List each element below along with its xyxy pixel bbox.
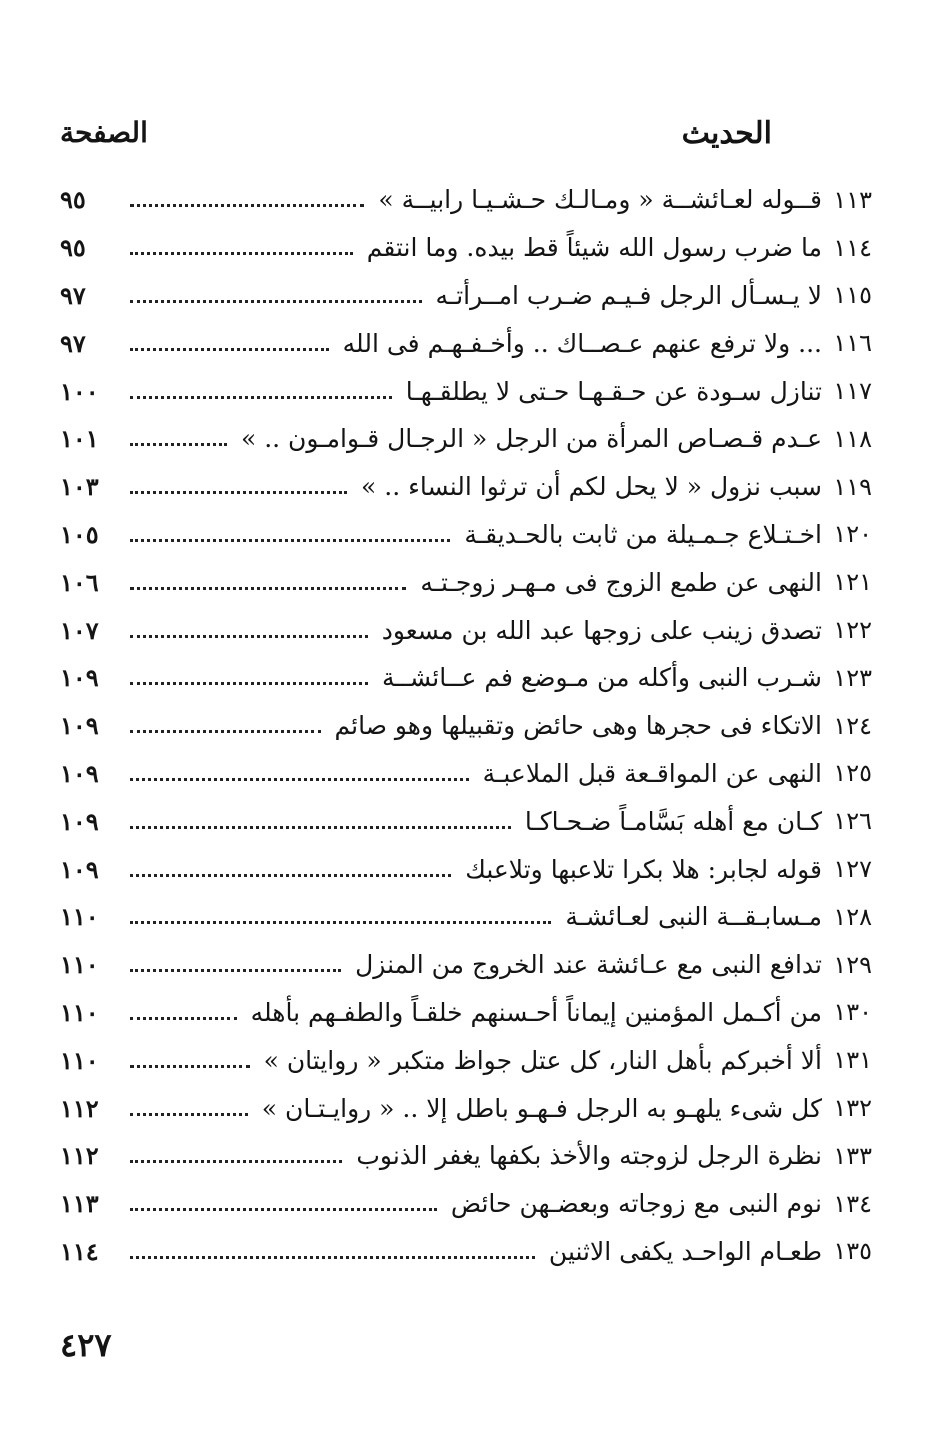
toc-entry: [60, 941, 872, 989]
entry-title: تصدق زينب على زوجها عبد الله بن مسعود: [381, 615, 822, 645]
entry-title: ألا أخبركم بأهل النار، كل عتل جواظ متكبر « روايتان »: [263, 1045, 822, 1075]
entry-title: ما ضرب رسول الله شيئاً قط بيده. وما انتقم: [366, 233, 822, 263]
entry-page-number: ١٠٩: [60, 711, 99, 741]
entry-number: ١١٨: [833, 424, 872, 453]
entry-title: تدافع النبى مع عـائشة عند الخروج من المنزل: [355, 950, 822, 980]
entry-page-number: ٩٧: [60, 280, 86, 310]
entry-title: نظرة الرجل لزوجته والأخذ بكفها يغفر الذنوب: [356, 1141, 822, 1171]
entry-title: قوله لجابر: هلا بكرا تلاعبها وتلاعبك: [465, 854, 822, 884]
entry-number: ١١٤: [833, 233, 872, 262]
entry-title: النهى عن المواقـعة قبل الملاعبـة: [482, 758, 822, 788]
entry-number: ١٢١: [833, 568, 872, 597]
entry-number: ١٢٨: [833, 902, 872, 931]
entry-page-number: ١١٠: [60, 950, 99, 980]
page-column-heading: الصفحة: [60, 116, 148, 149]
entry-page-number: ١١٠: [60, 997, 99, 1027]
toc-entry: [60, 319, 872, 367]
entry-number: ١٣٣: [833, 1141, 872, 1170]
dot-leader: [130, 826, 511, 829]
dot-leader: [130, 1017, 237, 1020]
dot-leader: [130, 874, 451, 877]
toc-entry: [60, 176, 872, 224]
entry-title: تنازل سـودة عن حـقـهـا حـتى لا يطلقـهـا: [405, 376, 822, 406]
entry-page-number: ١٠٦: [60, 567, 99, 597]
toc-entry: [60, 367, 872, 415]
entry-page-number: ١٠٧: [60, 615, 99, 645]
entry-number: ١١٥: [833, 281, 872, 310]
entry-number: ١٣٠: [833, 998, 872, 1027]
dot-leader: [130, 1160, 342, 1163]
entry-page-number: ١٠١: [60, 424, 99, 454]
dot-leader: [130, 396, 392, 399]
toc-list: [60, 176, 872, 1275]
entry-number: ١٢٣: [833, 663, 872, 692]
entry-page-number: ١٠٩: [60, 663, 99, 693]
toc-entry: [60, 606, 872, 654]
entry-page-number: ١١٤: [60, 1236, 99, 1266]
dot-leader: [130, 443, 227, 446]
toc-entry: [60, 989, 872, 1037]
entry-title: من أكـمل المؤمنين إيماناً أحـسنهم خلقـاً والطفـهم بأهله: [250, 997, 822, 1027]
dot-leader: [130, 969, 341, 972]
entry-title: ... ولا ترفع عنهم عـصــاك .. وأخـفـهـم فى الله: [342, 328, 822, 358]
toc-entry: [60, 797, 872, 845]
dot-leader: [130, 252, 353, 255]
entry-number: ١١٦: [833, 329, 872, 358]
toc-entry: [60, 654, 872, 702]
entry-page-number: ١٠٠: [60, 376, 99, 406]
toc-entry: [60, 1180, 872, 1228]
dot-leader: [130, 587, 406, 590]
entry-number: ١٢٠: [833, 520, 872, 549]
entry-number: ١٢٧: [833, 855, 872, 884]
dot-leader: [130, 300, 422, 303]
entry-title: سبب نزول « لا يحل لكم أن ترثوا النساء .. »: [361, 472, 822, 502]
entry-number: ١١٣: [833, 185, 872, 214]
entry-page-number: ٩٥: [60, 185, 86, 215]
dot-leader: [130, 491, 347, 494]
toc-entry: [60, 272, 872, 320]
entry-number: ١٣٢: [833, 1094, 872, 1123]
entry-title: نوم النبى مع زوجاته وبعضـهن حائض: [450, 1189, 822, 1219]
entry-number: ١٣٥: [833, 1237, 872, 1266]
dot-leader: [130, 635, 368, 638]
entry-title: النهى عن طمع الزوج فى مـهـر زوجـتـه: [420, 567, 822, 597]
toc-entry: [60, 1084, 872, 1132]
dot-leader: [130, 539, 450, 542]
entry-number: ١٢٦: [833, 807, 872, 836]
entry-page-number: ١١٣: [60, 1189, 99, 1219]
entry-page-number: ١٠٣: [60, 472, 99, 502]
entry-title: كل شىء يلهـو به الرجل فـهـو باطل إلا .. « روايـتـان »: [261, 1093, 822, 1123]
entry-title: الاتكاء فى حجرها وهى حائض وتقبيلها وهو صائم: [334, 711, 822, 741]
entry-title: عـدم قـصـاص المرأة من الرجل « الرجـال قـوامـون .. »: [240, 424, 822, 454]
toc-entry: [60, 845, 872, 893]
toc-entry: [60, 224, 872, 272]
entry-number: ١٣٤: [833, 1189, 872, 1218]
entry-page-number: ١٠٩: [60, 758, 99, 788]
entry-title: كـان مع أهله بَسَّامـاً ضـحـاكـا: [524, 806, 822, 836]
entry-page-number: ٩٧: [60, 328, 86, 358]
dot-leader: [130, 730, 321, 733]
dot-leader: [130, 1208, 437, 1211]
entry-title: قــوله لعـائشــة « ومـالـك حـشـيـا رابيــة »: [378, 185, 822, 215]
entry-title: طعـام الواحـد يكفى الاثنين: [548, 1236, 822, 1266]
hadith-column-heading: الحديث: [681, 116, 772, 151]
entry-title: مـسابـقــة النبى لعـائشـة: [565, 902, 822, 932]
entry-number: ١٢٢: [833, 616, 872, 645]
dot-leader: [130, 1065, 250, 1068]
dot-leader: [130, 1256, 535, 1259]
entry-number: ١٢٥: [833, 759, 872, 788]
toc-entry: [60, 1228, 872, 1276]
toc-entry: [60, 893, 872, 941]
page-number: ٤٢٧: [60, 1326, 112, 1364]
toc-entry: [60, 1036, 872, 1084]
toc-entry: [60, 463, 872, 511]
dot-leader: [130, 348, 329, 351]
entry-page-number: ١٠٥: [60, 519, 99, 549]
toc-entry: [60, 511, 872, 559]
toc-entry: [60, 702, 872, 750]
entry-title: شـرب النبى وأكله من مـوضع فم عــائشــة: [381, 663, 822, 693]
entry-page-number: ١٠٩: [60, 854, 99, 884]
entry-page-number: ٩٥: [60, 233, 86, 263]
entry-number: ١٢٩: [833, 950, 872, 979]
entry-number: ١٢٤: [833, 711, 872, 740]
entry-number: ١١٧: [833, 377, 872, 406]
entry-title: لا يـسـأل الرجل فـيـم ضـرب امــرأتـه: [435, 280, 822, 310]
entry-number: ١١٩: [833, 472, 872, 501]
toc-header: [60, 116, 772, 160]
entry-page-number: ١١٢: [60, 1093, 99, 1123]
entry-page-number: ١١٠: [60, 902, 99, 932]
entry-title: اخـتـلاع جـمـيلة من ثابت بالحـديقـة: [464, 519, 822, 549]
entry-page-number: ١١٢: [60, 1141, 99, 1171]
dot-leader: [130, 778, 469, 781]
entry-number: ١٣١: [833, 1046, 872, 1075]
dot-leader: [130, 1113, 248, 1116]
dot-leader: [130, 682, 368, 685]
toc-entry: [60, 415, 872, 463]
dot-leader: [130, 204, 364, 207]
entry-page-number: ١١٠: [60, 1045, 99, 1075]
toc-entry: [60, 1132, 872, 1180]
toc-entry: [60, 558, 872, 606]
entry-page-number: ١٠٩: [60, 806, 99, 836]
toc-entry: [60, 750, 872, 798]
dot-leader: [130, 921, 551, 924]
